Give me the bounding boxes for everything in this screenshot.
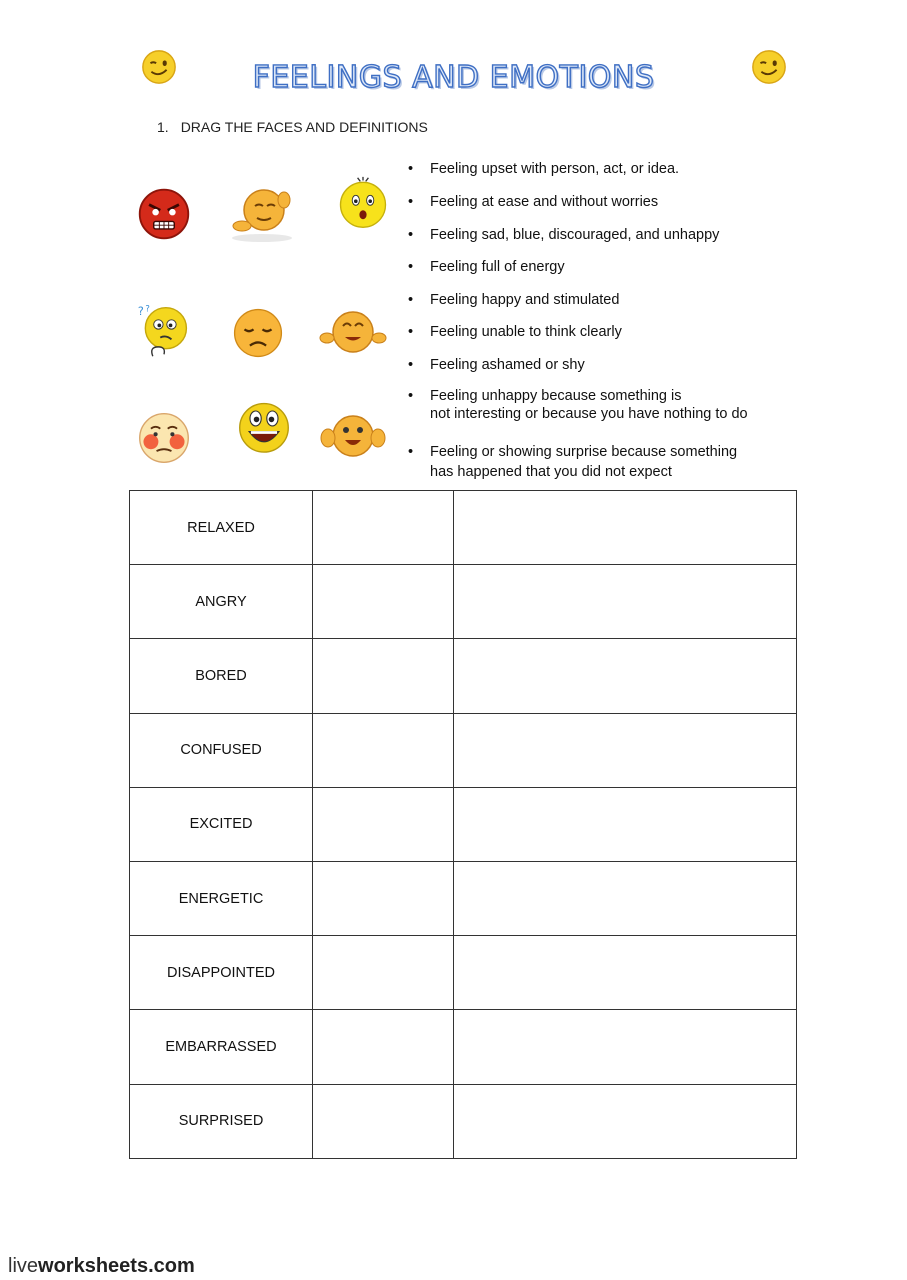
table-row <box>130 565 797 639</box>
definition-drop-zone[interactable] <box>454 936 797 1010</box>
relaxed-face-icon[interactable] <box>228 182 296 244</box>
confused-face-icon[interactable] <box>136 302 192 360</box>
table-row <box>130 639 797 713</box>
face-drop-zone[interactable] <box>313 861 454 935</box>
face-drop-zone[interactable] <box>313 787 454 861</box>
table-row <box>130 936 797 1010</box>
definition-drop-zone[interactable] <box>454 565 797 639</box>
face-drop-zone[interactable] <box>313 1084 454 1158</box>
table-row <box>130 787 797 861</box>
definition-drop-zone[interactable] <box>454 639 797 713</box>
emotion-word: DISAPPOINTED <box>130 936 313 1010</box>
definition-drop-zone[interactable] <box>454 861 797 935</box>
instruction <box>157 119 428 135</box>
table-row <box>130 491 797 565</box>
face-drop-zone[interactable] <box>313 713 454 787</box>
emotion-word: EMBARRASSED <box>130 1010 313 1084</box>
excited-face-icon[interactable] <box>318 304 388 360</box>
emotion-word: ANGRY <box>130 565 313 639</box>
disappointed-face-icon[interactable] <box>231 306 285 360</box>
definition-item[interactable]: • Feeling full of energy <box>408 257 565 277</box>
emotion-word: EXCITED <box>130 787 313 861</box>
emotion-word: CONFUSED <box>130 713 313 787</box>
definition-drop-zone[interactable] <box>454 1084 797 1158</box>
emotion-word: ENERGETIC <box>130 861 313 935</box>
table-row <box>130 1010 797 1084</box>
definition-item[interactable]: • Feeling happy and stimulated <box>408 290 619 310</box>
definition-drop-zone[interactable] <box>454 491 797 565</box>
face-drop-zone[interactable] <box>313 565 454 639</box>
definition-drop-zone[interactable] <box>454 713 797 787</box>
brand-logo[interactable]: liveworksheets.com <box>8 1255 195 1277</box>
emotion-word: SURPRISED <box>130 1084 313 1158</box>
definition-item[interactable]: • Feeling sad, blue, discouraged, and unhappy <box>408 225 719 245</box>
energetic-face-icon[interactable] <box>236 396 292 454</box>
matching-table <box>129 490 797 1159</box>
emotion-word: RELAXED <box>130 491 313 565</box>
emotion-word: BORED <box>130 639 313 713</box>
page-title: FEELINGS AND EMOTIONS <box>252 60 655 95</box>
definition-item[interactable]: • Feeling ashamed or shy <box>408 355 585 375</box>
surprised-face-icon[interactable] <box>336 176 390 230</box>
table-row <box>130 713 797 787</box>
table-row <box>130 861 797 935</box>
instruction-text: DRAG THE FACES AND DEFINITIONS <box>180 119 428 135</box>
embarrassed-face-icon[interactable] <box>136 410 192 466</box>
bored-face-icon[interactable] <box>318 408 388 464</box>
svg-text:?: ? <box>145 303 150 314</box>
definition-drop-zone[interactable] <box>454 1010 797 1084</box>
face-drop-zone[interactable] <box>313 491 454 565</box>
face-drop-zone[interactable] <box>313 639 454 713</box>
definition-item[interactable]: • Feeling or showing surprise because something has happened that you did not expect <box>408 442 737 482</box>
definition-item[interactable]: • Feeling unhappy because something is not interesting or because you have nothing to do <box>408 387 748 423</box>
face-drop-zone[interactable] <box>313 1010 454 1084</box>
definition-item[interactable]: • Feeling at ease and without worries <box>408 192 658 212</box>
definition-item[interactable]: • Feeling upset with person, act, or idea. <box>408 159 679 179</box>
definition-item[interactable]: • Feeling unable to think clearly <box>408 322 622 342</box>
instruction-number: 1. <box>157 119 169 135</box>
face-drop-zone[interactable] <box>313 936 454 1010</box>
table-row <box>130 1084 797 1158</box>
definition-drop-zone[interactable] <box>454 787 797 861</box>
svg-text:?: ? <box>137 305 144 319</box>
angry-face-icon[interactable] <box>136 186 192 242</box>
